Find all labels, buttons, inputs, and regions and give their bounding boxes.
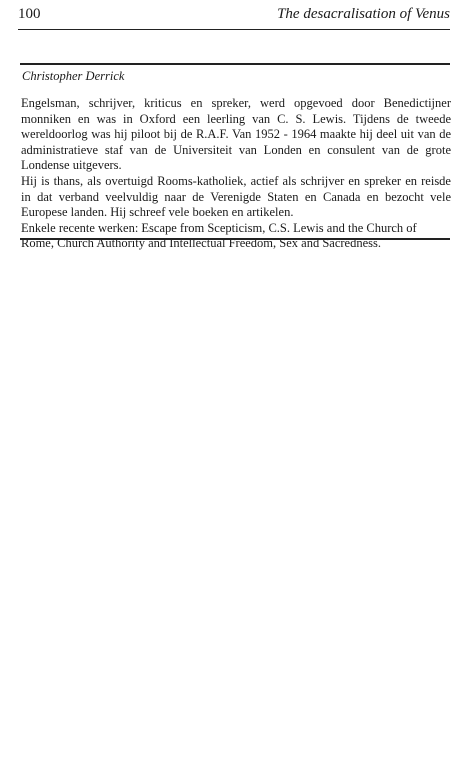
section-bottom-rule — [20, 238, 450, 240]
biography-paragraph: Enkele recente werken: Escape from Scepticism, C.S. Lewis and the Church of Rome, Church Authority and Intellectual Freedom, Sex and Sacredness. — [21, 220, 417, 251]
biography-text — [21, 96, 451, 252]
biography-paragraph: Hij is thans, als overtuigd Rooms-katholiek, actief als schrijver en spreker en reisde in dat verband veelvuldig naar de Verenigde Staten en Canada en bezocht vele Europese landen. Hij schreef vele boeken en artikelen. — [21, 173, 451, 220]
header-rule — [18, 29, 450, 30]
section-top-rule — [20, 63, 450, 65]
running-title: The desacralisation of Venus — [277, 6, 450, 22]
author-name: Christopher Derrick — [22, 69, 125, 83]
page-number: 100 — [18, 6, 41, 22]
biography-paragraph: Engelsman, schrijver, kriticus en spreker, werd opgevoed door Benedictijner monniken en was in Oxford een leerling van C. S. Lewis. Tijdens de tweede wereldoorlog was hij piloot bij de R.A.F. Van 1952 - 1964 maakte hij deel uit van de administratieve staf van de Universiteit van Londen en consulent van de grote Londense uitgevers. — [21, 96, 451, 173]
